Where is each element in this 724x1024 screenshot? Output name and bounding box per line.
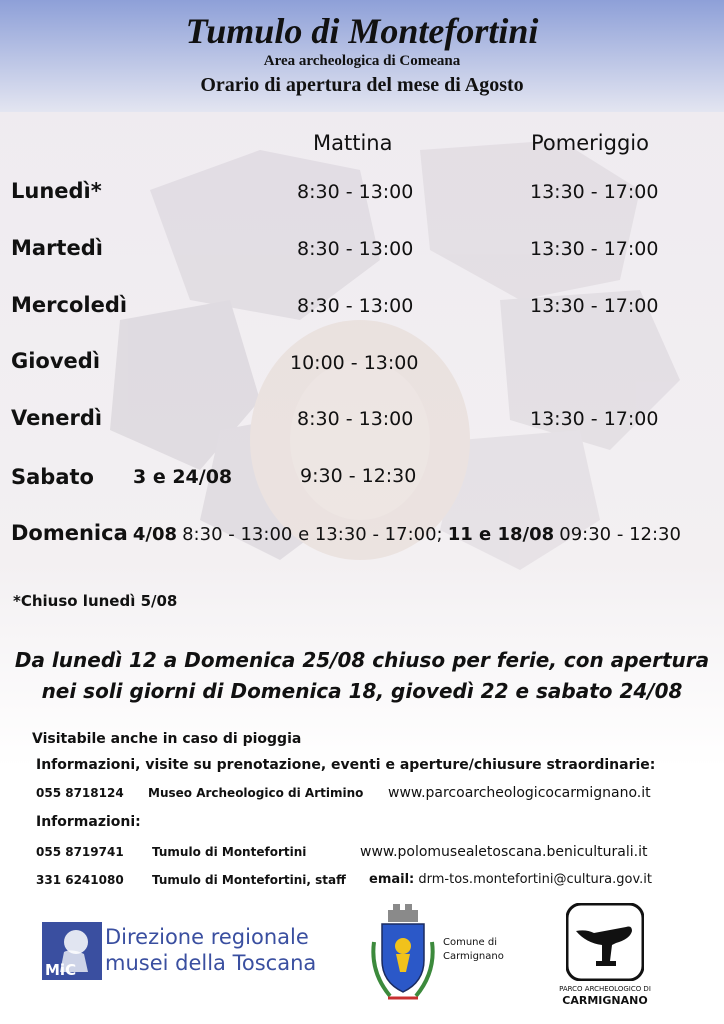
period-heading: Orario di apertura del mese di Agosto xyxy=(200,74,524,96)
saturday-dates: 3 e 24/08 xyxy=(133,466,233,488)
sunday-date-1: 4/08 xyxy=(132,524,178,545)
morning-hours: 8:30 - 13:00 xyxy=(297,295,414,317)
mic-logo xyxy=(42,922,102,980)
mic-abbr: MiC xyxy=(45,961,77,979)
sunday-hours-1: 8:30 - 13:00 e 13:30 - 17:00; xyxy=(182,524,443,545)
contact-name: Tumulo di Montefortini, staff xyxy=(152,873,346,887)
morning-hours: 8:30 - 13:00 xyxy=(297,238,414,260)
vessel-icon xyxy=(566,903,644,981)
holiday-notice-line-1: Da lunedì 12 a Domenica 25/08 chiuso per ferie, con apertura xyxy=(14,648,710,672)
contact-name: Tumulo di Montefortini xyxy=(152,845,307,859)
direzione-line-1: Direzione regionale xyxy=(105,925,309,949)
contact-name: Museo Archeologico di Artimino xyxy=(148,786,364,800)
column-header-afternoon: Pomeriggio xyxy=(531,131,649,155)
direzione-line-2: musei della Toscana xyxy=(105,951,317,975)
parco-logo xyxy=(566,903,644,981)
email-label: email: xyxy=(369,872,415,887)
info-heading: Informazioni, visite su prenotazione, eventi e aperture/chiusure straordinarie: xyxy=(36,757,656,773)
morning-hours: 8:30 - 13:00 xyxy=(297,181,414,203)
rain-note: Visitabile anche in caso di pioggia xyxy=(32,731,302,747)
afternoon-hours: 13:30 - 17:00 xyxy=(530,295,659,317)
afternoon-hours: 13:30 - 17:00 xyxy=(530,181,659,203)
contact-email[interactable]: drm-tos.montefortini@cultura.gov.it xyxy=(418,872,652,887)
sunday-row xyxy=(11,521,681,545)
contact-phone[interactable]: 055 8718124 xyxy=(36,786,124,800)
contact-phone[interactable]: 055 8719741 xyxy=(36,845,124,859)
saturday-morning-hours: 9:30 - 12:30 xyxy=(300,465,417,487)
info-label: Informazioni: xyxy=(36,814,141,830)
afternoon-hours: 13:30 - 17:00 xyxy=(530,408,659,430)
day-label: Venerdì xyxy=(11,406,103,430)
comune-logo-text xyxy=(443,936,504,964)
comune-line-1: Comune di xyxy=(443,937,497,948)
parco-line-1: PARCO ARCHEOLOGICO DI xyxy=(559,985,651,993)
sunday-date-2: 11 e 18/08 xyxy=(447,524,555,545)
column-header-morning: Mattina xyxy=(313,131,393,155)
parco-logo-text xyxy=(545,984,665,1006)
day-label: Martedì xyxy=(11,236,103,260)
contact-phone[interactable]: 331 6241080 xyxy=(36,873,124,887)
holiday-notice-line-2: nei soli giorni di Domenica 18, giovedì 22 e sabato 24/08 xyxy=(41,679,683,703)
contact-website[interactable]: www.polomusealetoscana.beniculturali.it xyxy=(360,844,648,860)
day-label-sunday: Domenica xyxy=(11,521,128,545)
day-label-saturday: Sabato xyxy=(11,465,94,489)
comune-crest xyxy=(370,902,436,1006)
day-label: Lunedì* xyxy=(11,179,102,203)
direzione-logo-text xyxy=(105,924,316,976)
crest-icon xyxy=(370,902,436,1006)
contact-website[interactable]: www.parcoarcheologicocarmignano.it xyxy=(388,785,651,801)
day-label: Mercoledì xyxy=(11,293,128,317)
contact-email-row xyxy=(369,872,652,887)
afternoon-hours: 13:30 - 17:00 xyxy=(530,238,659,260)
page-subtitle: Area archeologica di Comeana xyxy=(263,53,461,69)
day-label: Giovedì xyxy=(11,349,101,373)
closed-note: *Chiuso lunedì 5/08 xyxy=(13,592,178,610)
sunday-hours-2: 09:30 - 12:30 xyxy=(559,524,681,545)
parco-line-2: CARMIGNANO xyxy=(562,994,648,1007)
comune-line-2: Carmignano xyxy=(443,951,504,962)
morning-hours: 10:00 - 13:00 xyxy=(290,352,419,374)
morning-hours: 8:30 - 13:00 xyxy=(297,408,414,430)
page-title: Tumulo di Montefortini xyxy=(185,11,539,51)
